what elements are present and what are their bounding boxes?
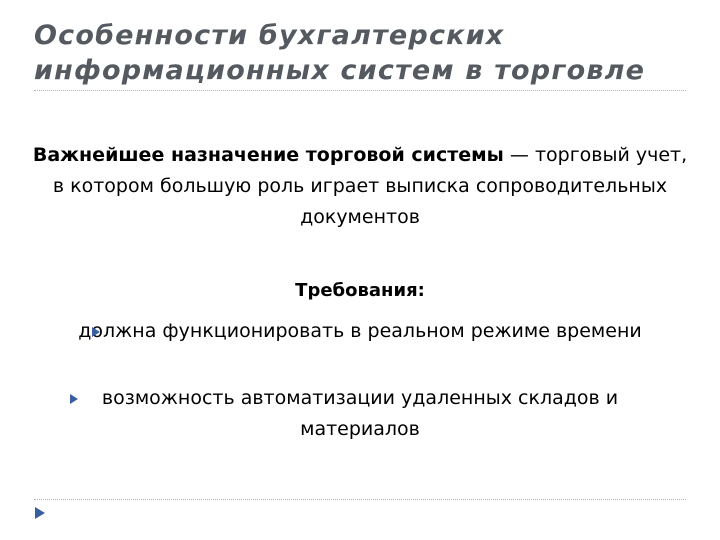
lead-rest-text: — торговый учет, в котором большую роль играет выписка сопроводительных документов — [52, 144, 688, 228]
requirements-heading: Требования: — [295, 280, 425, 301]
list-item — [40, 316, 680, 347]
triangle-right-icon — [70, 394, 78, 404]
requirements-section — [0, 140, 720, 500]
nav-arrow-icon[interactable] — [35, 507, 45, 519]
footer-divider — [34, 499, 686, 500]
list-item — [40, 383, 680, 445]
bullet-text: должна функционировать в реальном режиме времени — [78, 320, 642, 342]
title-divider — [34, 90, 686, 91]
bullet-text: возможность автоматизации удаленных складов и материалов — [101, 387, 619, 440]
slide-title: Особенности бухгалтерских информационных систем в торговле — [34, 20, 646, 86]
lead-bold-text: Важнейшее назначение торговой системы — [32, 144, 504, 166]
triangle-right-icon — [92, 327, 100, 337]
